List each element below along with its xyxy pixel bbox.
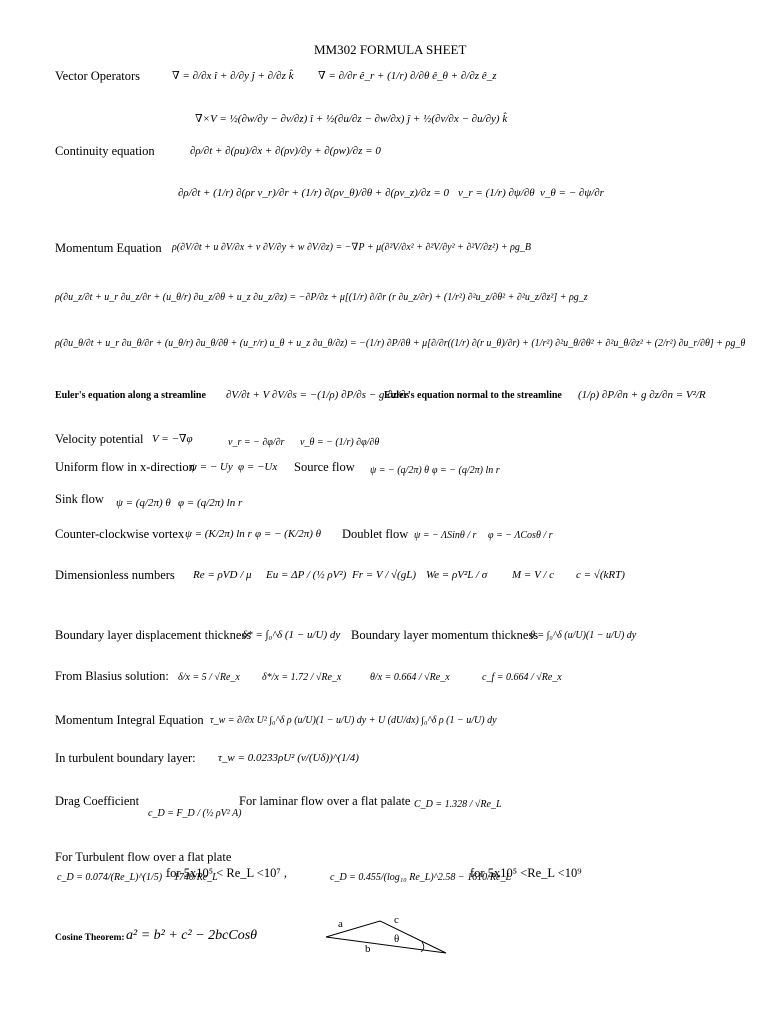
turbulent-bl-label: In turbulent boundary layer: bbox=[55, 751, 196, 765]
velocity-potential-label: Velocity potential bbox=[55, 432, 144, 446]
angle-arc bbox=[421, 942, 424, 952]
doublet-flow-phi: φ = − ΛCosθ / r bbox=[488, 530, 553, 541]
doublet-flow-label: Doublet flow bbox=[342, 527, 409, 541]
gradient-cylindrical-equation: ∇ = ∂/∂r ê_r + (1/r) ∂/∂θ ê_θ + ∂/∂z ê_z bbox=[318, 70, 497, 82]
speed-of-sound: c = √(kRT) bbox=[576, 569, 625, 581]
radial-velocity-streamfunction: v_r = (1/r) ∂ψ/∂θ bbox=[458, 187, 535, 199]
dimensionless-numbers-label: Dimensionless numbers bbox=[55, 568, 175, 582]
vortex-psi: ψ = (K/2π) ln r bbox=[185, 528, 252, 540]
source-flow-psi: ψ = − (q/2π) θ bbox=[370, 465, 430, 476]
turbulent-plate-equation-1: c_D = 0.074/(Re_L)^(1/5) − 1740/Re_L bbox=[57, 872, 218, 883]
euler-normal-equation: (1/ρ) ∂P/∂n + g ∂z/∂n = V²/R bbox=[578, 389, 706, 401]
sink-flow-psi: ψ = (q/2π) θ bbox=[116, 497, 171, 509]
mach-number: M = V / c bbox=[512, 569, 555, 581]
drag-coefficient-equation: c_D = F_D / (½ ρV² A) bbox=[148, 808, 242, 819]
blasius-cf: c_f = 0.664 / √Re_x bbox=[482, 672, 562, 683]
momentum-theta-equation: ρ(∂u_θ/∂t + u_r ∂u_θ/∂r + (u_θ/r) ∂u_θ/∂θ + (u_r/r) u_θ + u_z ∂u_θ/∂z) = −(1/r) ∂P/∂θ + μ[∂/∂r((1/r) ∂(r u_θ)/∂r) + (1/r²) ∂²u_θ/∂θ² + ∂²u_θ/∂z² + (2/r²) ∂u_r/∂θ] + ρg_θ bbox=[55, 338, 746, 349]
momentum-z-equation: ρ(∂u_z/∂t + u_r ∂u_z/∂r + (u_θ/r) ∂u_z/∂θ + u_z ∂u_z/∂z) = −∂P/∂z + μ[(1/r) ∂/∂r (r ∂u_z/∂r) + (1/r²) ∂²u_z/∂θ² + ∂²u_z/∂z²] + ρg_z bbox=[55, 292, 588, 303]
reynolds-number: Re = ρVD / μ bbox=[193, 569, 252, 581]
displacement-thickness-equation: δ* = ∫₀^δ (1 − u/U) dy bbox=[242, 629, 341, 641]
tangential-velocity-streamfunction: v_θ = − ∂ψ/∂r bbox=[540, 187, 604, 199]
momentum-integral-label: Momentum Integral Equation bbox=[55, 713, 204, 727]
euler-streamline-label: Euler's equation along a streamline bbox=[55, 390, 206, 401]
momentum-thickness-equation: θ = ∫₀^δ (u/U)(1 − u/U) dy bbox=[530, 630, 637, 641]
turbulent-plate-equation-2: c_D = 0.455/(log₁₀ Re_L)^2.58 − 1610/Re_L bbox=[330, 872, 512, 883]
drag-coefficient-label: Drag Coefficient bbox=[55, 794, 140, 808]
blasius-label: From Blasius solution: bbox=[55, 669, 169, 683]
vector-operators-label: Vector Operators bbox=[55, 69, 141, 83]
cosine-theorem-equation: a² = b² + c² − 2bcCosθ bbox=[126, 928, 258, 943]
uniform-flow-phi: φ = −Ux bbox=[238, 461, 278, 473]
turbulent-plate-condition-2: for 5x10⁵ <Re_L <10⁹ bbox=[470, 866, 582, 880]
laminar-drag-label: For laminar flow over a flat palate bbox=[239, 794, 411, 808]
turbulent-plate-label: For Turbulent flow over a flat plate bbox=[55, 850, 232, 864]
sink-flow-label: Sink flow bbox=[55, 492, 104, 506]
laminar-drag-equation: C_D = 1.328 / √Re_L bbox=[414, 799, 502, 810]
velocity-potential-vr: v_r = − ∂φ/∂r bbox=[228, 437, 285, 448]
triangle-outline bbox=[326, 921, 446, 953]
page-title: MM302 FORMULA SHEET bbox=[314, 42, 467, 57]
momentum-thickness-label: Boundary layer momentum thickness bbox=[351, 628, 539, 642]
displacement-thickness-label: Boundary layer displacement thickness bbox=[55, 628, 252, 642]
turbulent-bl-equation: τ_w = 0.0233ρU² (ν/(Uδ))^(1/4) bbox=[218, 752, 359, 764]
blasius-theta: θ/x = 0.664 / √Re_x bbox=[370, 672, 450, 683]
euler-number: Eu = ΔP / (½ ρV²) bbox=[266, 569, 347, 581]
triangle-angle-theta: θ bbox=[394, 933, 400, 945]
momentum-label: Momentum Equation bbox=[55, 241, 162, 255]
blasius-delta: δ/x = 5 / √Re_x bbox=[178, 672, 240, 683]
source-flow-label: Source flow bbox=[294, 460, 355, 474]
gradient-cartesian-equation: ∇ = ∂/∂x î + ∂/∂y ĵ + ∂/∂z k̂ bbox=[172, 70, 294, 82]
triangle-side-a: a bbox=[338, 918, 343, 930]
cosine-theorem-label: Cosine Theorem: bbox=[55, 933, 125, 943]
momentum-integral-equation: τ_w = ∂/∂x U² ∫₀^δ ρ (u/U)(1 − u/U) dy + U (dU/dx) ∫₀^δ ρ (1 − u/U) dy bbox=[210, 715, 497, 726]
triangle-side-c: c bbox=[394, 914, 399, 926]
source-flow-phi: φ = − (q/2π) ln r bbox=[432, 465, 500, 476]
vortex-label: Counter-clockwise vortex bbox=[55, 527, 185, 541]
vortex-phi: φ = − (K/2π) θ bbox=[255, 528, 322, 540]
momentum-cartesian-equation: ρ(∂V/∂t + u ∂V/∂x + v ∂V/∂y + w ∂V/∂z) = −∇P + μ(∂²V/∂x² + ∂²V/∂y² + ∂²V/∂z²) + ρg_B bbox=[172, 242, 531, 253]
continuity-cylindrical-equation: ∂ρ/∂t + (1/r) ∂(ρr v_r)/∂r + (1/r) ∂(ρv_θ)/∂θ + ∂(ρv_z)/∂z = 0 bbox=[178, 187, 449, 199]
triangle-side-b: b bbox=[365, 943, 371, 955]
curl-equation: ∇×V = ½(∂w/∂y − ∂v/∂z) î + ½(∂u/∂z − ∂w/∂x) ĵ + ½(∂v/∂x − ∂u/∂y) k̂ bbox=[195, 113, 508, 125]
weber-number: We = ρV²L / σ bbox=[426, 569, 488, 581]
uniform-flow-psi: ψ = − Uy bbox=[190, 461, 233, 473]
velocity-potential-definition: V = −∇φ bbox=[152, 433, 193, 445]
froude-number: Fr = V / √(gL) bbox=[352, 569, 416, 581]
sink-flow-phi: φ = (q/2π) ln r bbox=[178, 497, 243, 509]
continuity-label: Continuity equation bbox=[55, 144, 155, 158]
velocity-potential-vtheta: v_θ = − (1/r) ∂φ/∂θ bbox=[300, 437, 380, 448]
doublet-flow-psi: ψ = − ΛSinθ / r bbox=[414, 530, 477, 541]
euler-streamline-equation: ∂V/∂t + V ∂V/∂s = −(1/ρ) ∂P/∂s − g ∂z/∂s bbox=[226, 389, 410, 401]
euler-normal-label: Euler's equation normal to the streamline bbox=[384, 390, 562, 401]
uniform-flow-label: Uniform flow in x-direction bbox=[55, 460, 195, 474]
blasius-delta-star: δ*/x = 1.72 / √Re_x bbox=[262, 672, 342, 683]
continuity-cartesian-equation: ∂ρ/∂t + ∂(ρu)/∂x + ∂(ρv)/∂y + ∂(ρw)/∂z = 0 bbox=[190, 145, 381, 157]
turbulent-plate-condition-1: for 5x10⁵ < Re_L <10⁷ , bbox=[166, 866, 287, 880]
